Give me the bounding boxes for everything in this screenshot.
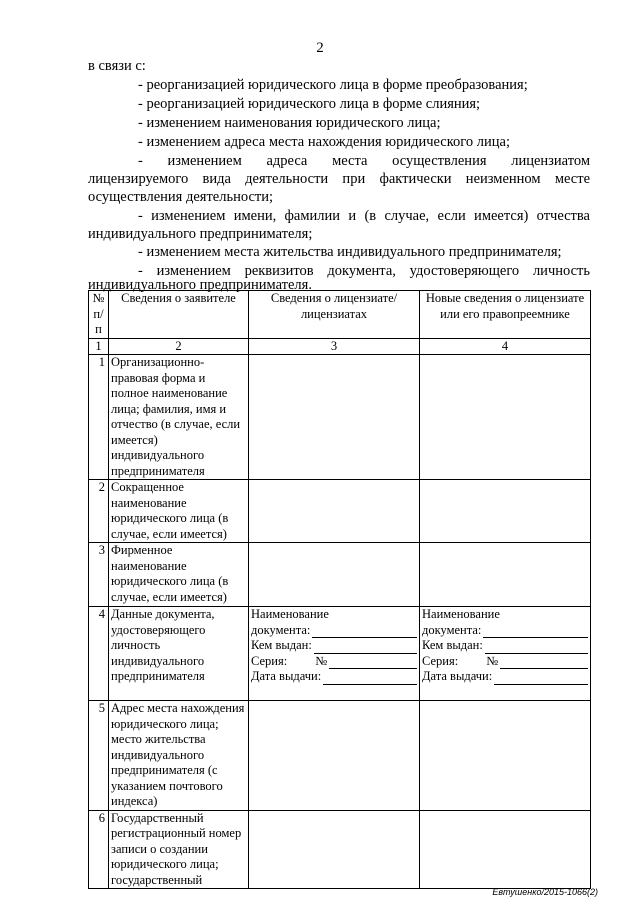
col-number: 4 xyxy=(420,338,591,355)
licensee-cell[interactable] xyxy=(249,480,420,543)
column-number-row xyxy=(89,338,591,355)
licensee-cell[interactable] xyxy=(249,810,420,889)
doc-name-field[interactable] xyxy=(483,625,588,638)
licensee-cell[interactable] xyxy=(249,701,420,811)
list-item: - реорганизацией юридического лица в форме слияния; xyxy=(138,96,481,112)
table-row xyxy=(89,355,591,480)
licensee-cell[interactable] xyxy=(249,543,420,607)
new-info-cell[interactable] xyxy=(420,701,591,811)
number-label: № xyxy=(315,653,328,668)
row-label: Фирменное наименование юридического лица (в случае, если имеется) xyxy=(109,543,249,607)
series-label: Серия: xyxy=(422,653,459,668)
row-number: 2 xyxy=(89,480,109,543)
header-licensee: Сведения о лицензиате/лицензиатах xyxy=(249,291,420,339)
licensee-cell[interactable] xyxy=(249,355,420,480)
row-number: 4 xyxy=(89,607,109,701)
list-item: - изменением имени, фамилии и (в случае, если имеется) отчества xyxy=(138,208,590,224)
new-info-cell xyxy=(420,607,591,701)
header-num: № п/п xyxy=(89,291,109,339)
table-row xyxy=(89,810,591,889)
row-label: Адрес места нахождения юридического лица; место жительства индивидуального предпринимателя (с указанием почтового индекса) xyxy=(109,701,249,811)
row-number: 6 xyxy=(89,810,109,889)
header-new-info: Новые сведения о лицензиате или его правопреемнике xyxy=(420,291,591,339)
header-applicant: Сведения о заявителе xyxy=(109,291,249,339)
table-row xyxy=(89,543,591,607)
list-item: лицензируемого вида деятельности при фактически неизменном месте xyxy=(88,171,590,187)
issued-by-label: Кем выдан: xyxy=(422,638,483,652)
table-header-row xyxy=(89,291,591,339)
new-info-cell[interactable] xyxy=(420,480,591,543)
list-item: - изменением наименования юридического лица; xyxy=(138,115,441,131)
issue-date-label: Дата выдачи: xyxy=(422,669,493,683)
list-item: - изменением адреса места осуществления лицензиатом xyxy=(138,153,590,169)
doc-name-label-2: документа: xyxy=(251,622,311,637)
licensee-cell xyxy=(249,607,420,701)
row-label: Организационно-правовая форма и полное наименование лица; фамилия, имя и отчество (в случае, если имеется) индивидуального предпринимателя xyxy=(109,355,249,480)
col-number: 1 xyxy=(89,338,109,355)
new-info-cell[interactable] xyxy=(420,810,591,889)
col-number: 2 xyxy=(109,338,249,355)
doc-name-field[interactable] xyxy=(312,625,417,638)
list-item: индивидуального предпринимателя; xyxy=(88,226,313,242)
table-row xyxy=(89,607,591,701)
doc-name-label-2: документа: xyxy=(422,622,482,637)
issued-by-field[interactable] xyxy=(314,641,417,654)
issued-by-field[interactable] xyxy=(485,641,588,654)
new-info-cell[interactable] xyxy=(420,355,591,480)
col-number: 3 xyxy=(249,338,420,355)
issue-date-label: Дата выдачи: xyxy=(251,669,322,683)
table-row xyxy=(89,701,591,811)
row-label: Данные документа, удостоверяющего личность индивидуального предпринимателя xyxy=(109,607,249,701)
series-label: Серия: xyxy=(251,653,288,668)
intro-text: в связи с: xyxy=(88,58,146,74)
issued-by-label: Кем выдан: xyxy=(251,638,312,652)
number-field[interactable] xyxy=(329,656,417,669)
applicant-info-table xyxy=(88,290,591,889)
number-field[interactable] xyxy=(500,656,588,669)
row-label: Государственный регистрационный номер записи о создании юридического лица; государственный xyxy=(109,810,249,889)
list-item: индивидуального предпринимателя. xyxy=(88,277,312,293)
page-number: 2 xyxy=(316,40,324,56)
list-item: - реорганизацией юридического лица в форме преобразования; xyxy=(138,77,528,93)
doc-name-label: Наименование xyxy=(422,607,500,621)
row-number: 3 xyxy=(89,543,109,607)
list-item: - изменением адреса места нахождения юридического лица; xyxy=(138,134,510,150)
doc-name-label: Наименование xyxy=(251,607,329,621)
row-number: 1 xyxy=(89,355,109,480)
document-footer: Евтушенко/2015-1066(2) xyxy=(492,887,598,897)
table-row xyxy=(89,480,591,543)
list-item: осуществления деятельности; xyxy=(88,189,274,205)
series-field[interactable] xyxy=(289,657,315,669)
row-number: 5 xyxy=(89,701,109,811)
series-field[interactable] xyxy=(460,657,486,669)
issue-date-field[interactable] xyxy=(323,672,417,685)
list-item: - изменением реквизитов документа, удостоверяющего личность xyxy=(138,263,590,279)
number-label: № xyxy=(486,653,499,668)
new-info-cell[interactable] xyxy=(420,543,591,607)
issue-date-field[interactable] xyxy=(494,672,588,685)
list-item: - изменением места жительства индивидуального предпринимателя; xyxy=(138,244,562,260)
row-label: Сокращенное наименование юридического лица (в случае, если имеется) xyxy=(109,480,249,543)
